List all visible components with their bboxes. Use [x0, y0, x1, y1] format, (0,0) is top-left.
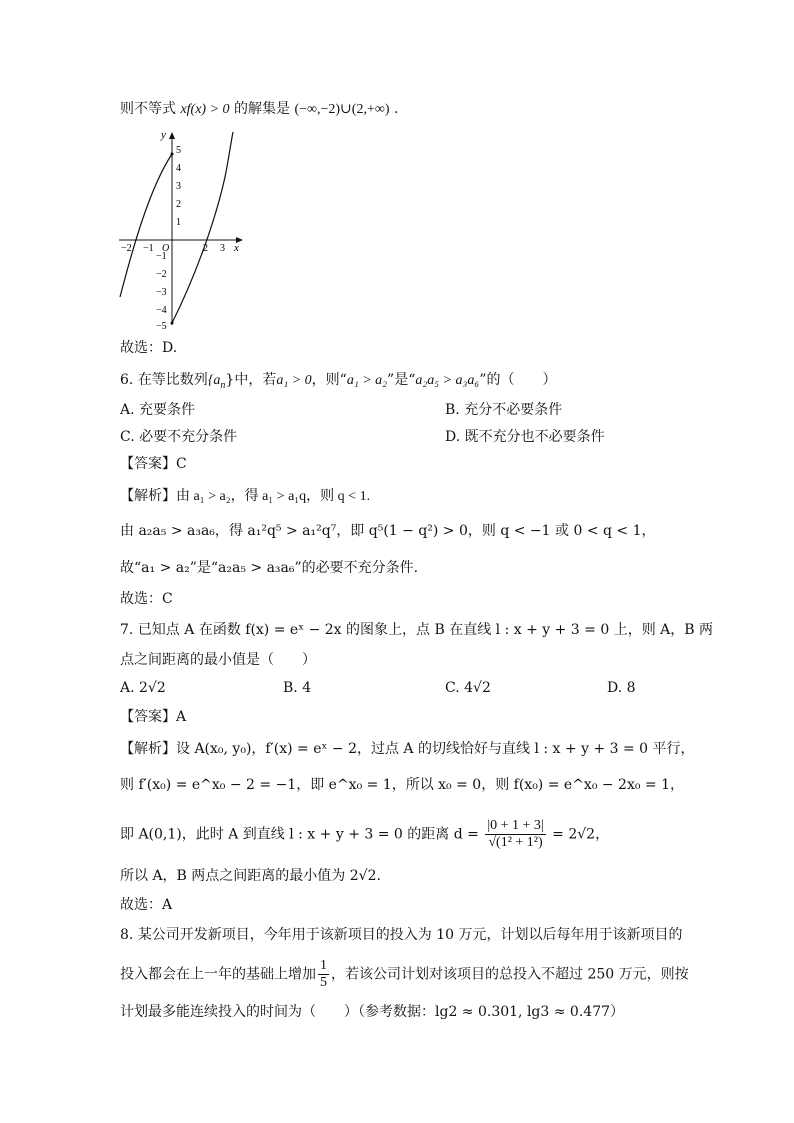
intro-solution-set: (−∞,−2)∪(2,+∞) — [294, 102, 390, 117]
y-intercept-bottom — [171, 322, 174, 325]
intro-suffix: . — [393, 101, 399, 117]
distance-fraction — [485, 818, 545, 851]
y-tick: 2 — [176, 199, 181, 210]
y-intercept-top — [171, 153, 174, 156]
q7-stem-line2: 点之间距离的最小值是（ ） — [120, 652, 316, 668]
q7-line1-text: 设 A(x₀, y₀)，f′(x) = eˣ − 2，过点 A 的切线恰好与直线 l : x + y + 3 = 0 平行， — [176, 741, 695, 757]
fraction-denominator: √(1² + 1²) — [488, 835, 543, 850]
analysis-label: 【解析】 — [120, 488, 176, 504]
q8-stem1-text: 某公司开发新项目，今年用于该新项目的投入为 10 万元，计划以后每年用于该新项目的 — [137, 927, 683, 943]
x-tick: −2 — [121, 243, 132, 254]
q6-p: a₁ > a₂ — [346, 373, 388, 388]
q7-analysis-line2: 则 f′(x₀) = e^x₀ − 2 = −1，即 e^x₀ = 1，所以 x₀ = 0，则 f(x₀) = e^x₀ − 2x₀ = 1， — [120, 777, 685, 793]
q7-analysis-line3 — [120, 818, 609, 851]
q7-stem1-text: 已知点 A 在函数 f(x) = eˣ − 2x 的图象上，点 B 在直线 l : x + y + 3 = 0 上，则 A，B 两 — [137, 622, 714, 638]
q7-analysis-line1 — [120, 739, 695, 759]
q7-line3-result: = 2√2， — [552, 826, 610, 843]
y-tick: −2 — [156, 269, 167, 280]
q6-analysis-line2: 由 a₂a₅ > a₃a₆，得 a₁²q⁵ > a₁²q⁷，即 q⁵(1 − q²) > 0，则 q < −1 或 0 < q < 1， — [120, 523, 656, 539]
increase-fraction — [318, 958, 329, 991]
q6-option-a: A. 充要条件 — [120, 402, 196, 418]
q7-stem-line1 — [120, 620, 713, 640]
q6-stem-b: }中，若 — [225, 372, 277, 388]
q6-option-c: C. 必要不充分条件 — [120, 429, 238, 445]
intro-inequality: xf(x) > 0 — [180, 102, 230, 117]
q7-analysis-line4: 所以 A，B 两点之间距离的最小值为 2√2. — [120, 868, 381, 884]
q8-stem-line3: 计划最多能连续投入的时间为（ ）（参考数据：lg2 ≈ 0.301, lg3 ≈ 0.477） — [120, 1004, 625, 1020]
fraction-denominator: 5 — [320, 975, 327, 990]
intro-mid: 的解集是 — [234, 101, 290, 117]
q6-sequence: {a — [207, 373, 221, 388]
q6-analysis-line1 — [120, 486, 370, 507]
q8-stem-line2 — [120, 958, 689, 991]
q6-stem-c: ，则“ — [311, 372, 347, 388]
question-number: 6. — [120, 372, 134, 388]
q6-line1-text: 由 a₁ > a₂，得 a₁ > a₁q，则 q < 1. — [176, 489, 371, 504]
q6-q: a₂a₅ > a₃a₆ — [415, 373, 480, 388]
q7-option-a: A. 2√2 — [120, 680, 166, 696]
q5-choose: 故选：D. — [120, 340, 178, 356]
q8-stem2-tail: ，若该公司计划对该项目的总投入不超过 250 万元，则按 — [331, 966, 689, 983]
q8-stem2-text: 投入都会在上一年的基础上增加 — [120, 966, 316, 983]
q7-option-b: B. 4 — [283, 680, 312, 696]
q7-option-d: D. 8 — [607, 680, 636, 696]
y-axis-arrow — [169, 132, 175, 139]
q7-choose: 故选：A — [120, 897, 173, 913]
q6-option-d: D. 既不充分也不必要条件 — [445, 429, 605, 445]
y-axis-label: y — [161, 129, 166, 141]
intro-line — [120, 99, 398, 120]
x-tick: −1 — [143, 243, 154, 254]
y-tick: 4 — [176, 163, 181, 174]
question-number: 7. — [120, 622, 134, 638]
y-tick: −1 — [156, 251, 167, 262]
q6-analysis-line3: 故“a₁ > a₂”是“a₂a₅ > a₃a₆”的必要不充分条件. — [120, 560, 419, 576]
q7-option-c: C. 4√2 — [445, 680, 491, 696]
x-tick: 3 — [220, 243, 225, 254]
q6-stem: 6. 在等比数列$\{a_n\}$中，若a₁ > 0，则“a₁ > a₂”是“a₂a₅ > a₃a₆”的（ ） — [120, 372, 557, 391]
fraction-numerator: |0 + 1 + 3| — [487, 818, 544, 833]
fraction-numerator: 1 — [320, 958, 327, 973]
x-tick: 2 — [203, 243, 208, 254]
question-number: 8. — [120, 927, 134, 943]
q7-answer: 【答案】A — [120, 709, 187, 725]
q6-answer: 【答案】C — [120, 456, 187, 472]
function-graph — [115, 127, 255, 332]
y-tick: −4 — [156, 305, 167, 316]
y-tick: 1 — [176, 217, 181, 228]
y-tick: −5 — [156, 321, 167, 332]
q7-line3-text: 即 A(0,1)，此时 A 到直线 l : x + y + 3 = 0 的距离 d = — [120, 826, 479, 843]
q8-stem-line1 — [120, 925, 683, 945]
curve-right-branch — [172, 132, 233, 323]
y-tick: −3 — [156, 287, 167, 298]
q6-option-b: B. 充分不必要条件 — [445, 402, 563, 418]
origin-label: O — [162, 243, 170, 254]
intro-prefix: 则不等式 — [120, 101, 176, 117]
q6-choose: 故选：C — [120, 591, 173, 607]
y-tick: 5 — [176, 145, 181, 156]
q6-condition: a₁ > 0 — [276, 373, 312, 388]
q6-stem-e: ”的（ ） — [479, 372, 557, 388]
y-tick: 3 — [176, 181, 181, 192]
analysis-label: 【解析】 — [120, 741, 176, 757]
x-axis-label: x — [234, 242, 239, 254]
q6-stem-a: 在等比数列 — [137, 372, 208, 388]
q6-stem-d: ”是“ — [387, 372, 416, 388]
